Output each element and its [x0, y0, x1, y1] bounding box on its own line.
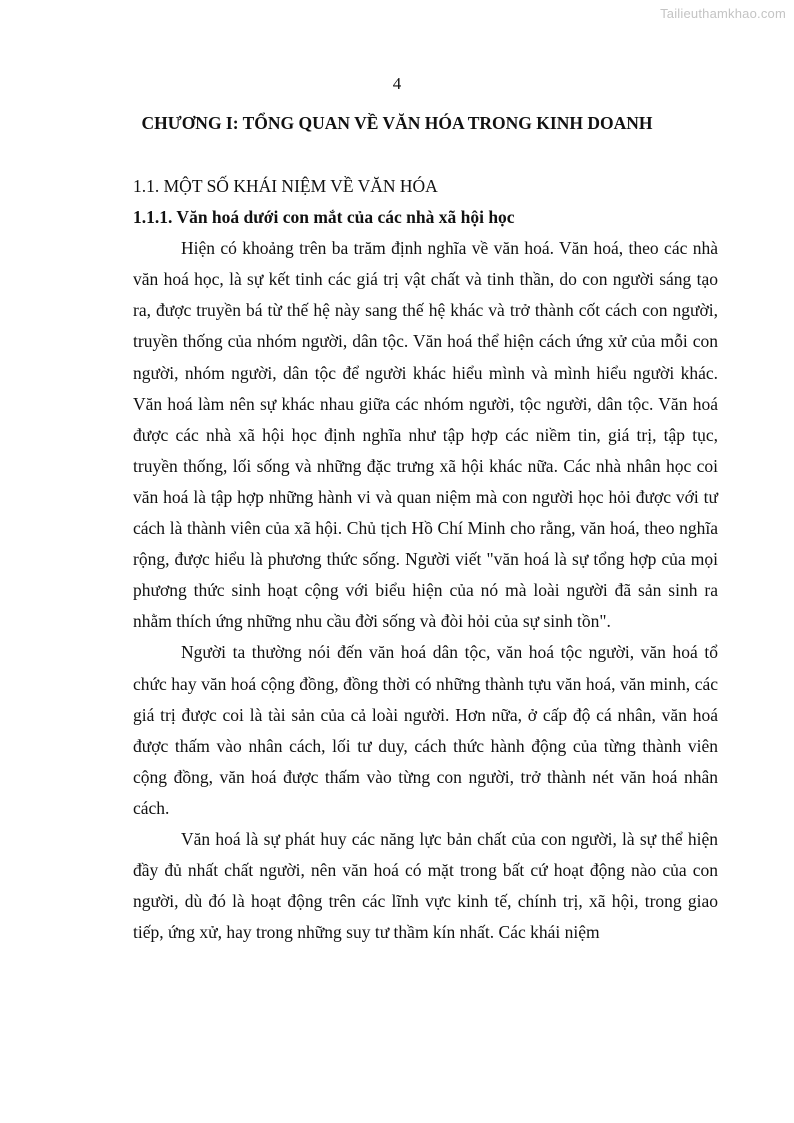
- chapter-title: CHƯƠNG I: TỔNG QUAN VỀ VĂN HÓA TRONG KINH DOANH: [141, 113, 653, 133]
- watermark-text: Tailieuthamkhao.com: [660, 6, 786, 21]
- section-heading: 1.1. MỘT SỐ KHÁI NIỆM VỀ VĂN HÓA: [133, 176, 438, 196]
- subsection-heading: 1.1.1. Văn hoá dưới con mắt của các nhà xã hội học: [133, 207, 515, 228]
- body-paragraph: Văn hoá là sự phát huy các năng lực bản chất của con người, là sự thể hiện đầy đủ nhất chất người, nên văn hoá có mặt trong bất cứ hoạt động nào của con người, dù đó là hoạt động trên các lĩnh vực kinh tế, chính trị, xã hội, trong giao tiếp, ứng xử, hay trong những suy tư thầm kín nhất. Các khái niệm: [133, 828, 718, 943]
- body-paragraph: Hiện có khoảng trên ba trăm định nghĩa về văn hoá. Văn hoá, theo các nhà văn hoá học, là sự kết tinh các giá trị vật chất và tinh thần, do con người sáng tạo ra, được truyền bá từ thế hệ này sang thế hệ khác và trở thành cốt cách con người, truyền thống của nhóm người, dân tộc. Văn hoá thể hiện cách ứng xử của mỗi con người, nhóm người, dân tộc để người khác hiểu mình và mình hiểu người khác. Văn hoá làm nên sự khác nhau giữa các nhóm người, tộc người, dân tộc. Văn hoá được các nhà xã hội học định nghĩa như tập hợp các niềm tin, giá trị, tập tục, truyền thống, lối sống và những đặc trưng xã hội khác nữa. Các nhà nhân học coi văn hoá là tập hợp những hành vi và quan niệm mà con người học hỏi được với tư cách là thành viên của xã hội. Chủ tịch Hồ Chí Minh cho rằng, văn hoá, theo nghĩa rộng, được hiểu là phương thức sống. Người viết "văn hoá là sự tổng hợp của mọi phương thức sinh hoạt cộng với biểu hiện của nó mà loài người đã sản sinh ra nhằm thích ứng những nhu cầu đời sống và đòi hỏi của sự sinh tồn".: [133, 238, 718, 632]
- document-body: [133, 171, 718, 948]
- page-number: 4: [392, 74, 402, 93]
- body-paragraph: Người ta thường nói đến văn hoá dân tộc, văn hoá tộc người, văn hoá tổ chức hay văn hoá cộng đồng, đồng thời có những thành tựu văn hoá, văn minh, các giá trị được coi là tài sản của cả loài người. Hơn nữa, ở cấp độ cá nhân, văn hoá được thấm vào nhân cách, lối tư duy, cách thức hành động của từng thành viên cộng đồng, văn hoá được thấm vào từng con người, trở thành nét văn hoá nhân cách.: [133, 642, 718, 818]
